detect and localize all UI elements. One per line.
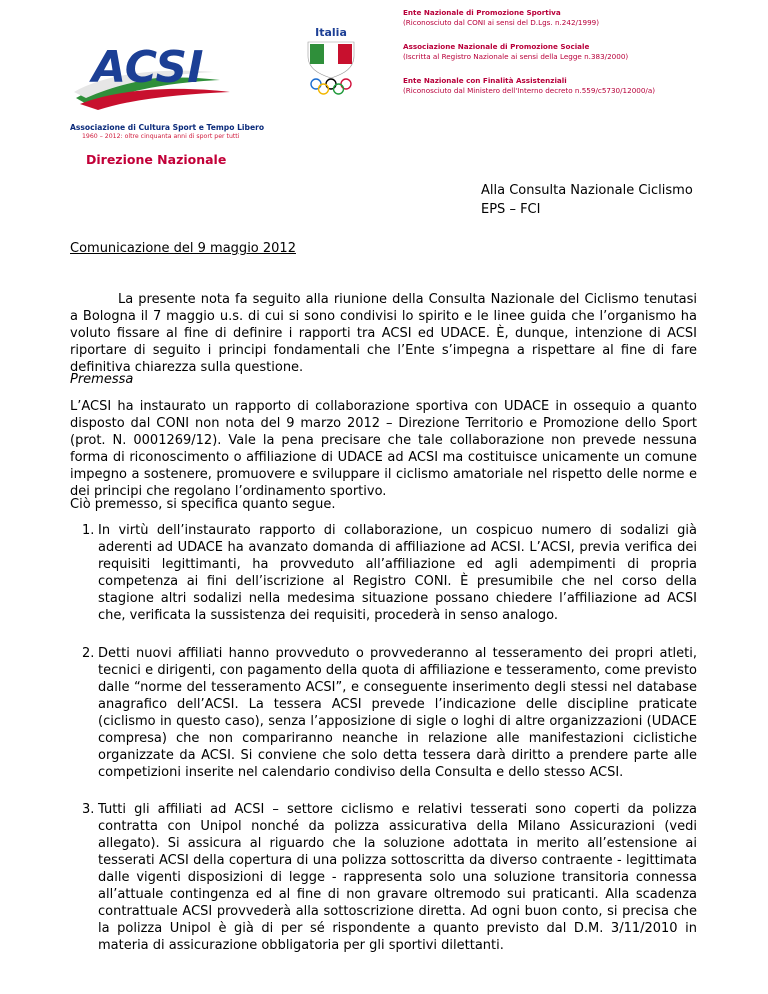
association-tagline: 1960 – 2012: oltre cinquanta anni di sport per tutti: [82, 133, 240, 140]
header-subtitle: (Riconosciuto dal Ministero dell'Interno decreto n.559/c5730/12000/a): [403, 86, 656, 95]
acsi-logo: [70, 32, 270, 112]
association-name: Associazione di Cultura Sport e Tempo Libero: [70, 123, 265, 132]
header-block-3: [403, 76, 723, 96]
list-item: [82, 522, 697, 624]
recipient-line-2: EPS – FCI: [481, 202, 541, 217]
header-subtitle: (Iscritta al Registro Nazionale ai sensi della Legge n.383/2000): [403, 52, 629, 61]
header-title: Associazione Nazionale di Promozione Sociale: [403, 42, 590, 51]
header-block-2: [403, 42, 723, 62]
header-title: Ente Nazionale di Promozione Sportiva: [403, 8, 561, 17]
intro-paragraph: La presente nota fa seguito alla riunione della Consulta Nazionale del Ciclismo tenutasi a Bologna il 7 maggio u.s. di cui si sono condivisi lo spirito e le linee guida che l’organismo ha voluto fissare al fine di definire i rapporti tra ACSI ed UDACE. È, dunque, intenzione di ACSI riportare di seguito i principi fondamentali che l’Ente s’impegna a rispettare al fine di fare definitiva chiarezza sulla questione.: [70, 292, 697, 375]
premessa-paragraph: L’ACSI ha instaurato un rapporto di collaborazione sportiva con UDACE in ossequio a quanto disposto dal CONI non nota del 9 marzo 2012 – Direzione Territorio e Promozione dello Sport (prot. N. 0001269/12). Vale la pena precisare che tale collaborazione non prevede nessuna forma di riconoscimento o affiliazione di UDACE ad ACSI ma costituisce unicamente un comune impegno a sostenere, promuovere e sviluppare il ciclismo amatoriale nel rispetto delle norme e dei principi che regolano l’ordinamento sportivo.: [70, 399, 697, 499]
list-item-number: 3.: [82, 802, 95, 817]
recipient-address: [481, 181, 693, 219]
communication-date: Comunicazione del 9 maggio 2012: [70, 241, 296, 256]
svg-text:ACSI: ACSI: [92, 42, 204, 93]
header-title: Ente Nazionale con Finalità Assistenziali: [403, 76, 567, 85]
list-item: [82, 645, 697, 781]
list-item-text: In virtù dell’instaurato rapporto di collaborazione, un cospicuo numero di sodalizi già aderenti ad UDACE ha avanzato domanda di affiliazione ad ACSI. L’ACSI, previa verifica dei requisiti legittimanti, ha provveduto all’affiliazione ed agli adempimenti di propria competenza ai fini dell’iscrizione al Registro CONI. È presumibile che nel corso della stagione altri sodalizi nella medesima situazione possano chiedere l’affiliazione ad ACSI che, verificata la sussistenza dei requisiti, procederà in senso analogo.: [98, 523, 697, 623]
list-item-number: 2.: [82, 646, 95, 661]
list-item-text: Detti nuovi affiliati hanno provveduto o provvederanno al tesseramento dei propri atleti, tecnici e dirigenti, con pagamento della quota di affiliazione e tesseramento, come previsto dalle “norme del tesseramento ACSI”, e conseguente inserimento degli stessi nel database anagrafico dell’ACSI. La tessera ACSI prevede l’indicazione delle discipline praticate (ciclismo in questo caso), senza l’apposizione di sigle o loghi di altre organizzazioni (UDACE compresa) che non compariranno neanche in relazione alle manifestazioni ciclistiche organizzate da ACSI. Si conviene che solo detta tessera darà diritto a prendere parte alle competizioni inserite nel calendario condiviso della Consulta e dello stesso ACSI.: [98, 646, 697, 780]
list-item-text: Tutti gli affiliati ad ACSI – settore ciclismo e relativi tesserati sono coperti da polizza contratta con Unipol nonché da polizza assicurativa della Milano Assicurazioni (vedi allegato). Si assicura al riguardo che la soluzione adottata in merito all’estensione ai tesserati ACSI della copertura di una polizza sottoscritta da diverso contraente - legittimata dalle vigenti disposizioni di legge - rappresenta solo una soluzione transitoria connessa all’attuale contingenza ed al fine di non gravare oltremodo sui praticanti. Alla scadenza contrattuale ACSI provvederà alla sottoscrizione diretta. Ad ogni buon conto, si precisa che la polizza Unipol è già di per sé rispondente a quanto previsto dal D.M. 3/11/2010 in materia di assicurazione obbligatoria per gli sportivi dilettanti.: [98, 802, 697, 953]
svg-text:Italia: Italia: [315, 26, 347, 39]
list-item-number: 1.: [82, 523, 95, 538]
recipient-line-1: Alla Consulta Nazionale Ciclismo: [481, 183, 693, 198]
header-block-1: [403, 8, 723, 28]
header-subtitle: (Riconosciuto dal CONI ai sensi del D.Lgs. n.242/1999): [403, 18, 600, 27]
list-item: [82, 801, 697, 954]
premesso-line: Ciò premesso, si specifica quanto segue.: [70, 497, 336, 512]
premessa-heading: Premessa: [70, 372, 134, 387]
italia-olympic-logo: [300, 22, 362, 96]
direzione-heading: Direzione Nazionale: [86, 152, 227, 167]
